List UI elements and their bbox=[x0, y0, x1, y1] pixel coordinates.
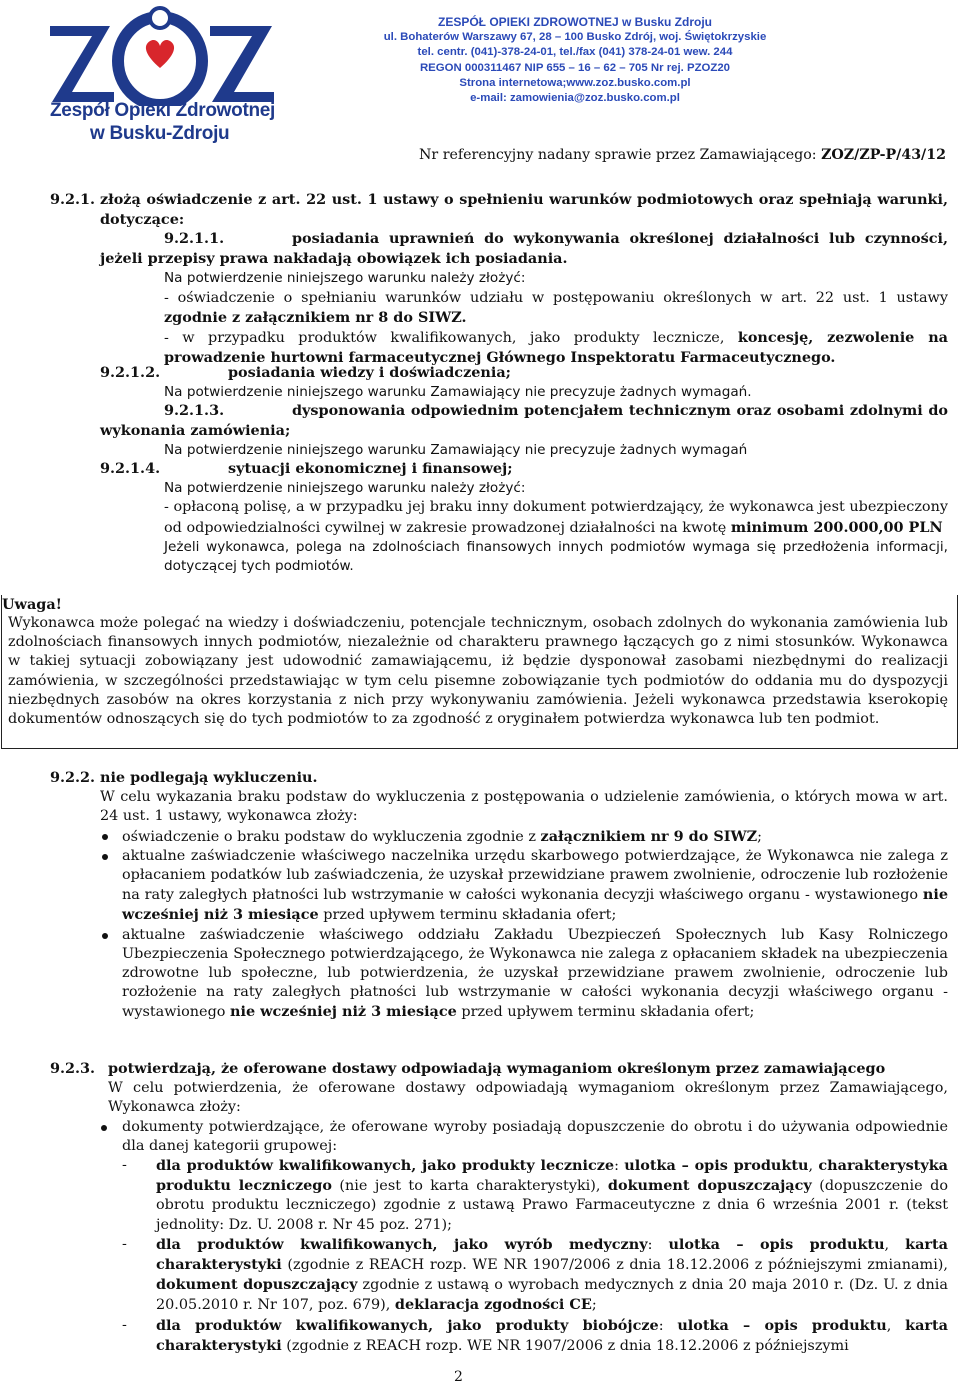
section-number: 9.2.1. bbox=[50, 191, 96, 208]
item-emphasis: nie wcześniej niż 3 miesiące bbox=[122, 886, 948, 924]
bullet-icon bbox=[102, 834, 108, 840]
logo-name-line2: w Busku-Zdroju bbox=[90, 123, 230, 144]
section-9-2-1 bbox=[50, 190, 948, 230]
item-emphasis: ulotka – opis produktu bbox=[677, 1316, 887, 1334]
institution-contact-block bbox=[380, 15, 770, 106]
list-item bbox=[122, 1156, 948, 1235]
zoz-logo bbox=[40, 6, 280, 142]
section-heading: sytuacji ekonomicznej i finansowej; bbox=[228, 460, 513, 477]
item-emphasis: charakterystyka produktu leczniczego bbox=[156, 1157, 948, 1195]
section-heading: potwierdzają, że oferowane dostawy odpowiadają wymaganiom określonym przez zamawiającego bbox=[108, 1060, 886, 1077]
item-text: : bbox=[647, 1236, 669, 1253]
exclusion-documents-list bbox=[50, 827, 948, 1023]
notice-title: Uwaga! bbox=[2, 596, 62, 613]
requirement-lead: Na potwierdzenie niniejszego warunku należy złożyć: bbox=[164, 270, 526, 287]
requirement-item bbox=[164, 289, 948, 328]
item-text: aktualne zaświadczenie właściwego oddziału Zakładu Ubezpieczeń Społecznych lub Kasy Rolniczego Ubezpieczenia Społecznego potwierdzającego, że Wykonawca nie zalega z opłacaniem składek na ubezpieczenia zdrowotne lub społeczne, lub potwierdzenia, że uzyskał przewidziane prawem zwolnienie, odroczenie lub rozłożenie na raty zaległych płatności lub wstrzymanie w całości wykonania decyzji właściwego organu - wystawionego bbox=[122, 926, 948, 1021]
section-heading: dysponowania odpowiednim potencjałem technicznym oraz osobami zdolnymi do wykonania zamówienia; bbox=[100, 402, 948, 440]
item-text: - opłaconą polisę, a w przypadku jej braku inny dokument potwierdzający, że wykonawca jest ubezpieczony od odpowiedzialności cywilnej w zakresie prowadzonej działalności na kwotę bbox=[164, 499, 948, 536]
item-text: (zgodnie z REACH rozp. WE NR 1907/2006 z dnia 18.12.2006 z późniejszymi zmianami), bbox=[281, 1257, 948, 1274]
item-text: - oświadczenie o spełnianiu warunków udziału w postępowaniu określonych w art. 22 ust. 1 ustawy bbox=[164, 289, 948, 306]
section-number: 9.2.2. bbox=[50, 769, 96, 786]
dash-marker: - bbox=[122, 1235, 127, 1252]
institution-website: Strona internetowa;www.zoz.busko.com.pl bbox=[459, 76, 691, 89]
item-emphasis: dla produktów kwalifikowanych, jako produkty lecznicze bbox=[156, 1157, 615, 1175]
item-emphasis: zgodnie z załącznikiem nr 8 do SIWZ. bbox=[164, 308, 467, 326]
section-text: Na potwierdzenie niniejszego warunku Zamawiający nie precyzuje żadnych wymagań. bbox=[164, 384, 752, 401]
item-emphasis: dla produktów kwalifikowanych, jako produkty biobójcze bbox=[156, 1316, 659, 1334]
list-item bbox=[50, 827, 948, 847]
item-text: , bbox=[808, 1158, 819, 1175]
list-item bbox=[50, 926, 948, 1023]
section-9-2-1-4 bbox=[100, 459, 948, 576]
item-emphasis: ulotka – opis produktu bbox=[624, 1157, 809, 1175]
section-9-2-1-3 bbox=[100, 401, 948, 461]
section-number: 9.2.3. bbox=[50, 1060, 96, 1077]
item-text: oświadczenie o braku podstaw do wykluczenia zgodnie z bbox=[122, 828, 541, 845]
institution-email: e-mail: zamowienia@zoz.busko.com.pl bbox=[470, 92, 680, 105]
list-item bbox=[122, 1316, 948, 1356]
item-text: : bbox=[658, 1317, 678, 1334]
product-category-list bbox=[122, 1156, 948, 1356]
item-text: - w przypadku produktów kwalifikowanych, jako produkty lecznicze, bbox=[164, 330, 738, 347]
item-emphasis: dla produktów kwalifikowanych, jako wyrób medyczny bbox=[156, 1235, 648, 1253]
item-text: , bbox=[884, 1236, 906, 1253]
conformity-documents-list bbox=[100, 1118, 948, 1156]
bullet-icon bbox=[102, 933, 108, 939]
item-emphasis: karta charakterystyki bbox=[156, 1235, 948, 1274]
section-text: Na potwierdzenie niniejszego warunku Zamawiający nie precyzuje żadnych wymagań bbox=[164, 442, 748, 459]
section-intro: W celu potwierdzenia, że oferowane dostawy odpowiadają wymaganiom określonym przez Zamawiającego, Wykonawca złoży: bbox=[108, 1080, 948, 1116]
logo-name-line1: Zespół Opieki Zdrowotnej bbox=[50, 100, 276, 121]
item-text: przed upływem terminu składania ofert; bbox=[456, 1004, 755, 1021]
item-text: zgodnie z ustawą o wyrobach medycznych z dnia 20 maja 2010 r. (Dz. U. z dnia 20.05.2010 r. Nr 107, poz. 679), bbox=[156, 1277, 948, 1314]
item-text: dokumenty potwierdzające, że oferowane wyroby posiadają dopuszczenie do obrotu i do używania odpowiednie dla danej kategorii grupowej: bbox=[122, 1118, 948, 1154]
item-text: : bbox=[614, 1158, 625, 1175]
zoz-logo-mark bbox=[42, 6, 278, 106]
list-item bbox=[122, 1235, 948, 1316]
list-item bbox=[50, 847, 948, 926]
institution-regon: REGON 000311467 NIP 655 – 16 – 62 – 705 Nr rej. PZOZ20 bbox=[419, 61, 731, 74]
item-emphasis: deklaracja zgodności CE bbox=[394, 1296, 592, 1314]
page-number: 2 bbox=[454, 1369, 463, 1385]
section-number: 9.2.1.2. bbox=[100, 364, 161, 381]
section-intro: W celu wykazania braku podstaw do wykluczenia z postępowania o udzielenie zamówienia, o których mowa w art. 24 ust. 1 ustawy, wykonawca złoży: bbox=[100, 789, 948, 825]
requirement-lead: Na potwierdzenie niniejszego warunku należy złożyć: bbox=[164, 480, 526, 497]
section-9-2-2 bbox=[50, 768, 948, 1023]
item-emphasis: dokument dopuszczający bbox=[156, 1276, 358, 1294]
reference-label: Nr referencyjny nadany sprawie przez Zamawiającego: bbox=[419, 147, 817, 163]
requirement-note: Jeżeli wykonawca, polega na zdolnościach finansowych innych podmiotów wymaga się przedłożenia informacji, dotyczącej tych podmiotów. bbox=[164, 538, 948, 575]
section-number: 9.2.1.1. bbox=[164, 230, 225, 247]
section-heading: posiadania wiedzy i doświadczenia; bbox=[228, 364, 511, 381]
item-emphasis: ulotka – opis produktu bbox=[668, 1235, 885, 1253]
list-item bbox=[100, 1118, 948, 1156]
item-text: , bbox=[886, 1317, 906, 1334]
item-emphasis: załącznikiem nr 9 do SIWZ bbox=[540, 827, 758, 845]
section-heading: posiadania uprawnień do wykonywania określonej działalności lub czynności, jeżeli przepisy prawa nakładają obowiązek ich posiadania. bbox=[100, 230, 948, 268]
item-emphasis: dokument dopuszczający bbox=[607, 1177, 812, 1195]
reference-value: ZOZ/ZP-P/43/12 bbox=[821, 147, 946, 163]
notice-text: Wykonawca może polegać na wiedzy i doświadczeniu, potencjale technicznym, osobach zdolnych do wykonania zamówienia lub zdolnościach finansowych innych podmiotów, niezależnie od charakteru prawnego łączących go z nimi stosunków. Wykonawca w takiej sytuacji zobowiązany jest udowodnić zamawiającemu, iż będzie dysponował zasobami niezbędnymi do realizacji zamówienia, w szczególności przedstawiając w tym celu pisemne zobowiązanie tych podmiotów do oddania mu do dyspozycji niezbędnych zasobów na okres korzystania z nich przy wykonywaniu zamówienia. Jeżeli wykonawca przedstawia kserokopię dokumentów odnoszących się do tych podmiotów to za zgodność z oryginałem potwierdza wykonawca lub ten podmiot. bbox=[8, 615, 948, 728]
item-emphasis: nie wcześniej niż 3 miesiące bbox=[230, 1003, 457, 1021]
item-text: przed upływem terminu składania ofert; bbox=[318, 907, 617, 924]
section-heading: nie podlegają wykluczeniu. bbox=[100, 769, 318, 786]
bullet-icon bbox=[102, 854, 108, 860]
section-9-2-1-1 bbox=[100, 229, 948, 368]
item-text: ; bbox=[591, 1297, 597, 1314]
item-text: aktualne zaświadczenie właściwego naczelnika urzędu skarbowego potwierdzające, że Wykonawca nie zalega z opłacaniem podatków lub zaświadczenia, że uzyskał przewidziane prawem zwolnienie, odroczenie lub rozłożenie na raty zaległych płatności lub wstrzymanie w całości wykonania decyzji właściwego organu - wystawionego bbox=[122, 847, 948, 904]
institution-phone: tel. centr. (041)-378-24-01, tel./fax (041) 378-24-01 wew. 244 bbox=[417, 46, 733, 59]
bullet-icon bbox=[101, 1125, 107, 1131]
item-emphasis: koncesję, zezwolenie na prowadzenie hurtowni farmaceutycznej Głównego Inspektoratu Farmaceutycznego. bbox=[164, 329, 948, 367]
item-text: (zgodnie z REACH rozp. WE NR 1907/2006 z dnia 18.12.2006 z późniejszymi bbox=[281, 1337, 849, 1354]
item-emphasis: minimum 200.000,00 PLN bbox=[730, 518, 943, 536]
item-emphasis: karta charakterystyki bbox=[156, 1316, 948, 1354]
reference-number bbox=[419, 146, 946, 165]
section-number: 9.2.1.4. bbox=[100, 460, 161, 477]
dash-marker: - bbox=[122, 1157, 127, 1174]
item-text: (dopuszczenie do obrotu produktu leczniczego) zgodnie z ustawą Prawo Farmaceutyczne z dnia 6 września 2001 r. (tekst jednolity: Dz. U. 2008 r. Nr 45 poz. 271); bbox=[156, 1178, 948, 1233]
item-text: ; bbox=[757, 828, 762, 845]
section-heading: złożą oświadczenie z art. 22 ust. 1 ustawy o spełnieniu warunków podmiotowych oraz spełniają warunki, dotyczące: bbox=[100, 191, 948, 229]
institution-address: ul. Bohaterów Warszawy 67, 28 – 100 Busko Zdrój, woj. Świętokrzyskie bbox=[383, 31, 767, 44]
dash-marker: - bbox=[122, 1316, 127, 1333]
section-number: 9.2.1.3. bbox=[164, 402, 225, 419]
item-text: (nie jest to karta charakterystyki), bbox=[331, 1178, 608, 1195]
section-9-2-1-2 bbox=[100, 363, 948, 402]
institution-name: ZESPÓŁ OPIEKI ZDROWOTNEJ w Busku Zdroju bbox=[437, 15, 712, 29]
section-9-2-3 bbox=[50, 1059, 948, 1356]
requirement-item bbox=[164, 498, 948, 537]
